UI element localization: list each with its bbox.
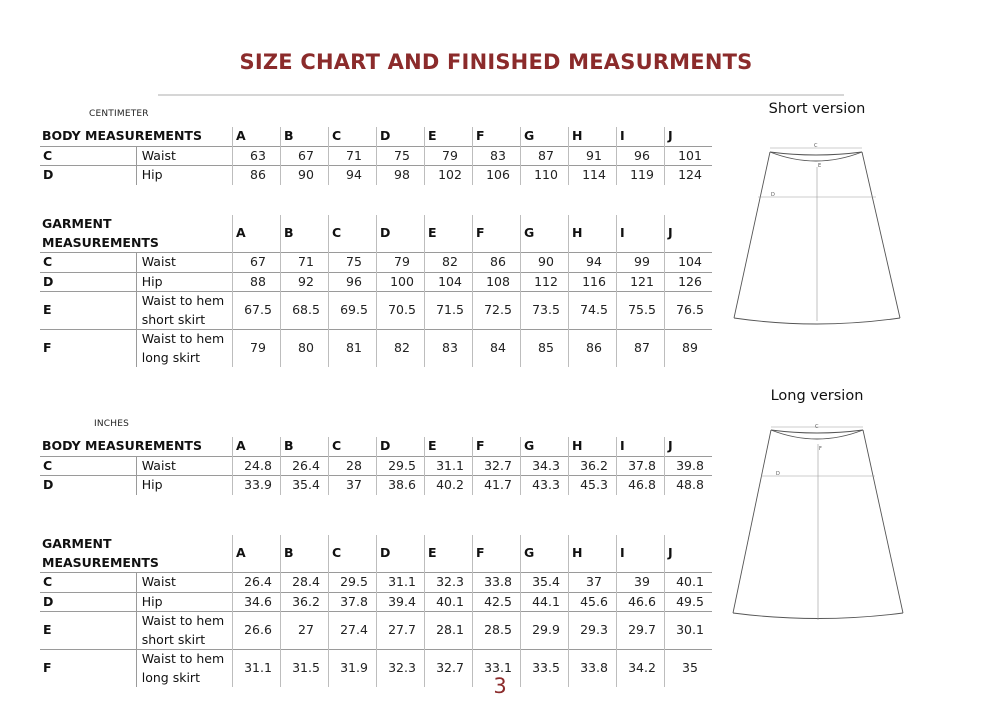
row-code: D [40,166,136,185]
size-column-header: H [569,535,617,573]
measurement-cell: 86 [473,253,521,273]
cm-garment-measurements-table [40,215,712,367]
measurement-cell: 36.2 [569,456,617,476]
measurement-cell: 79 [425,146,473,166]
measurement-cell: 90 [281,166,329,185]
measurement-cell: 27.4 [329,612,377,650]
measurement-cell: 108 [473,272,521,292]
measurement-cell: 86 [233,166,281,185]
measurement-cell: 87 [617,330,665,368]
measurement-cell: 26.4 [281,456,329,476]
measurement-cell: 69.5 [329,292,377,330]
measurement-cell: 32.3 [377,650,425,688]
measurement-cell: 71 [329,146,377,166]
size-column-header: G [521,215,569,253]
row-label: Hip [141,593,163,609]
size-column-header: E [425,437,473,456]
measurement-cell: 35.4 [521,573,569,593]
size-column-header: F [473,535,521,573]
size-column-header: C [329,535,377,573]
unit-label-centimeter: CENTIMETER [89,109,149,119]
row-code: E [40,612,136,650]
measurement-cell: 26.4 [233,573,281,593]
table-row [40,456,712,476]
measurement-cell: 48.8 [665,476,713,495]
measurement-cell: 33.8 [473,573,521,593]
size-column-header: B [281,535,329,573]
size-column-header: J [665,127,713,146]
size-column-header: H [569,437,617,456]
short-version-title: Short version [768,101,866,117]
waist-label: C [814,143,818,149]
measurement-cell: 79 [377,253,425,273]
measurement-cell: 31.1 [377,573,425,593]
row-label: Waist [141,147,176,163]
measurement-cell: 94 [329,166,377,185]
title-divider [158,94,844,96]
in-garment-measurements-table [40,535,712,687]
measurement-cell: 34.3 [521,456,569,476]
size-column-header: F [473,215,521,253]
measurement-cell: 46.8 [617,476,665,495]
row-label: Waist to hem short skirt [141,293,225,327]
table-row [40,592,712,612]
size-column-header: E [425,535,473,573]
row-code: C [40,456,136,476]
measurement-cell: 37 [329,476,377,495]
measurement-cell: 114 [569,166,617,185]
size-column-header: C [329,127,377,146]
measurement-cell: 81 [329,330,377,368]
measurement-cell: 91 [569,146,617,166]
size-column-header: C [329,215,377,253]
short-skirt-diagram [728,140,908,330]
measurement-cell: 104 [425,272,473,292]
table-row [40,253,712,273]
table-row [40,146,712,166]
length-label: F [819,446,822,452]
measurement-cell: 33.8 [569,650,617,688]
measurement-cell: 34.2 [617,650,665,688]
size-column-header: G [521,127,569,146]
measurement-cell: 85 [521,330,569,368]
row-label: Waist to hem long skirt [141,651,225,685]
measurement-cell: 75.5 [617,292,665,330]
measurement-cell: 29.9 [521,612,569,650]
measurement-cell: 90 [521,253,569,273]
measurement-cell: 27 [281,612,329,650]
size-column-header: I [617,127,665,146]
size-column-header: E [425,215,473,253]
row-label: Waist to hem long skirt [141,331,225,365]
length-label: E [818,163,822,169]
size-column-header: A [233,127,281,146]
long-skirt-diagram [728,424,910,624]
row-label: Waist [141,254,176,269]
measurement-cell: 35 [665,650,713,688]
measurement-cell: 63 [233,146,281,166]
size-column-header: D [377,535,425,573]
size-column-header: B [281,215,329,253]
row-code: C [40,253,136,273]
size-column-header: I [617,437,665,456]
measurement-cell: 98 [377,166,425,185]
size-column-header: G [521,437,569,456]
row-label: Waist [141,457,176,473]
measurement-cell: 82 [425,253,473,273]
measurement-cell: 79 [233,330,281,368]
table-header-row [40,127,712,146]
unit-label-inches: INCHES [94,419,130,429]
row-code: F [40,330,136,368]
size-column-header: D [377,215,425,253]
measurement-cell: 67 [281,146,329,166]
measurement-cell: 126 [665,272,713,292]
measurement-cell: 71.5 [425,292,473,330]
measurement-cell: 24.8 [233,456,281,476]
long-version-title: Long version [770,388,864,404]
table-row [40,476,712,495]
measurement-cell: 76.5 [665,292,713,330]
table-row [40,272,712,292]
measurement-cell: 100 [377,272,425,292]
measurement-cell: 124 [665,166,713,185]
measurement-cell: 32.7 [425,650,473,688]
row-code: C [40,146,136,166]
measurement-cell: 40.1 [665,573,713,593]
measurement-cell: 112 [521,272,569,292]
row-label: Hip [141,273,163,289]
size-column-header: D [377,127,425,146]
measurement-cell: 31.5 [281,650,329,688]
measurement-cell: 73.5 [521,292,569,330]
measurement-cell: 88 [233,272,281,292]
measurement-cell: 30.1 [665,612,713,650]
measurement-cell: 32.7 [473,456,521,476]
measurement-cell: 28.5 [473,612,521,650]
measurement-cell: 49.5 [665,592,713,612]
size-column-header: H [569,215,617,253]
measurement-cell: 42.5 [473,592,521,612]
measurement-cell: 43.3 [521,476,569,495]
measurement-cell: 83 [473,146,521,166]
measurement-cell: 94 [569,253,617,273]
measurement-cell: 33.5 [521,650,569,688]
measurement-cell: 40.2 [425,476,473,495]
measurement-cell: 31.1 [425,456,473,476]
measurement-cell: 102 [425,166,473,185]
size-column-header: I [617,535,665,573]
measurement-cell: 45.3 [569,476,617,495]
measurement-cell: 84 [473,330,521,368]
measurement-cell: 110 [521,166,569,185]
measurement-cell: 28 [329,456,377,476]
measurement-cell: 104 [665,253,713,273]
measurement-cell: 46.6 [617,592,665,612]
measurement-cell: 31.9 [329,650,377,688]
measurement-cell: 36.2 [281,592,329,612]
size-column-header: H [569,127,617,146]
measurement-cell: 45.6 [569,592,617,612]
measurement-cell: 96 [617,146,665,166]
measurement-cell: 74.5 [569,292,617,330]
measurement-cell: 89 [665,330,713,368]
size-column-header: A [233,215,281,253]
row-code: D [40,476,136,495]
measurement-cell: 39 [617,573,665,593]
row-code: C [40,573,136,593]
measurement-cell: 33.9 [233,476,281,495]
measurement-cell: 67.5 [233,292,281,330]
measurement-cell: 35.4 [281,476,329,495]
measurement-cell: 34.6 [233,592,281,612]
size-column-header: I [617,215,665,253]
row-label: Waist [141,574,176,589]
measurement-cell: 87 [521,146,569,166]
table-header-row [40,535,712,573]
measurement-cell: 75 [329,253,377,273]
size-column-header: F [473,437,521,456]
cm-body-measurements-table [40,127,712,185]
measurement-cell: 33.1 [473,650,521,688]
measurement-cell: 37 [569,573,617,593]
row-code: E [40,292,136,330]
measurement-cell: 72.5 [473,292,521,330]
measurement-cell: 37.8 [329,592,377,612]
measurement-cell: 31.1 [233,650,281,688]
measurement-cell: 99 [617,253,665,273]
measurement-cell: 29.5 [377,456,425,476]
measurement-cell: 29.7 [617,612,665,650]
table-row [40,612,712,650]
table-row [40,330,712,368]
page-number: 3 [493,674,507,698]
row-code: D [40,272,136,292]
measurement-cell: 80 [281,330,329,368]
section-header: GARMENT MEASUREMENTS [42,536,159,570]
waist-label: C [815,424,819,430]
measurement-cell: 29.5 [329,573,377,593]
size-column-header: A [233,535,281,573]
table-row [40,292,712,330]
measurement-cell: 101 [665,146,713,166]
size-column-header: E [425,127,473,146]
section-header: GARMENT MEASUREMENTS [42,216,159,250]
row-label: Hip [141,167,163,182]
size-column-header: G [521,535,569,573]
table-header-row [40,215,712,253]
measurement-cell: 96 [329,272,377,292]
row-label: Waist to hem short skirt [141,613,225,647]
table-row [40,573,712,593]
size-column-header: J [665,215,713,253]
measurement-cell: 70.5 [377,292,425,330]
section-header: BODY MEASUREMENTS [42,128,202,143]
measurement-cell: 86 [569,330,617,368]
size-column-header: B [281,127,329,146]
section-header: BODY MEASUREMENTS [42,438,202,453]
table-row [40,166,712,185]
size-column-header: B [281,437,329,456]
measurement-cell: 68.5 [281,292,329,330]
table-header-row [40,437,712,456]
measurement-cell: 44.1 [521,592,569,612]
measurement-cell: 92 [281,272,329,292]
measurement-cell: 26.6 [233,612,281,650]
row-code: F [40,650,136,688]
measurement-cell: 29.3 [569,612,617,650]
measurement-cell: 83 [425,330,473,368]
measurement-cell: 67 [233,253,281,273]
measurement-cell: 27.7 [377,612,425,650]
page-title: SIZE CHART AND FINISHED MEASURMENTS [239,50,753,74]
in-body-measurements-table [40,437,712,495]
measurement-cell: 116 [569,272,617,292]
measurement-cell: 38.6 [377,476,425,495]
measurement-cell: 40.1 [425,592,473,612]
measurement-cell: 75 [377,146,425,166]
measurement-cell: 28.1 [425,612,473,650]
hip-label: D [776,471,780,477]
measurement-cell: 82 [377,330,425,368]
size-column-header: J [665,535,713,573]
size-column-header: F [473,127,521,146]
measurement-cell: 39.4 [377,592,425,612]
measurement-cell: 39.8 [665,456,713,476]
size-column-header: D [377,437,425,456]
measurement-cell: 32.3 [425,573,473,593]
size-column-header: C [329,437,377,456]
measurement-cell: 41.7 [473,476,521,495]
measurement-cell: 121 [617,272,665,292]
measurement-cell: 71 [281,253,329,273]
measurement-cell: 119 [617,166,665,185]
measurement-cell: 106 [473,166,521,185]
row-code: D [40,592,136,612]
size-column-header: A [233,437,281,456]
row-label: Hip [141,477,163,492]
measurement-cell: 37.8 [617,456,665,476]
hip-label: D [771,192,775,198]
size-column-header: J [665,437,713,456]
measurement-cell: 28.4 [281,573,329,593]
